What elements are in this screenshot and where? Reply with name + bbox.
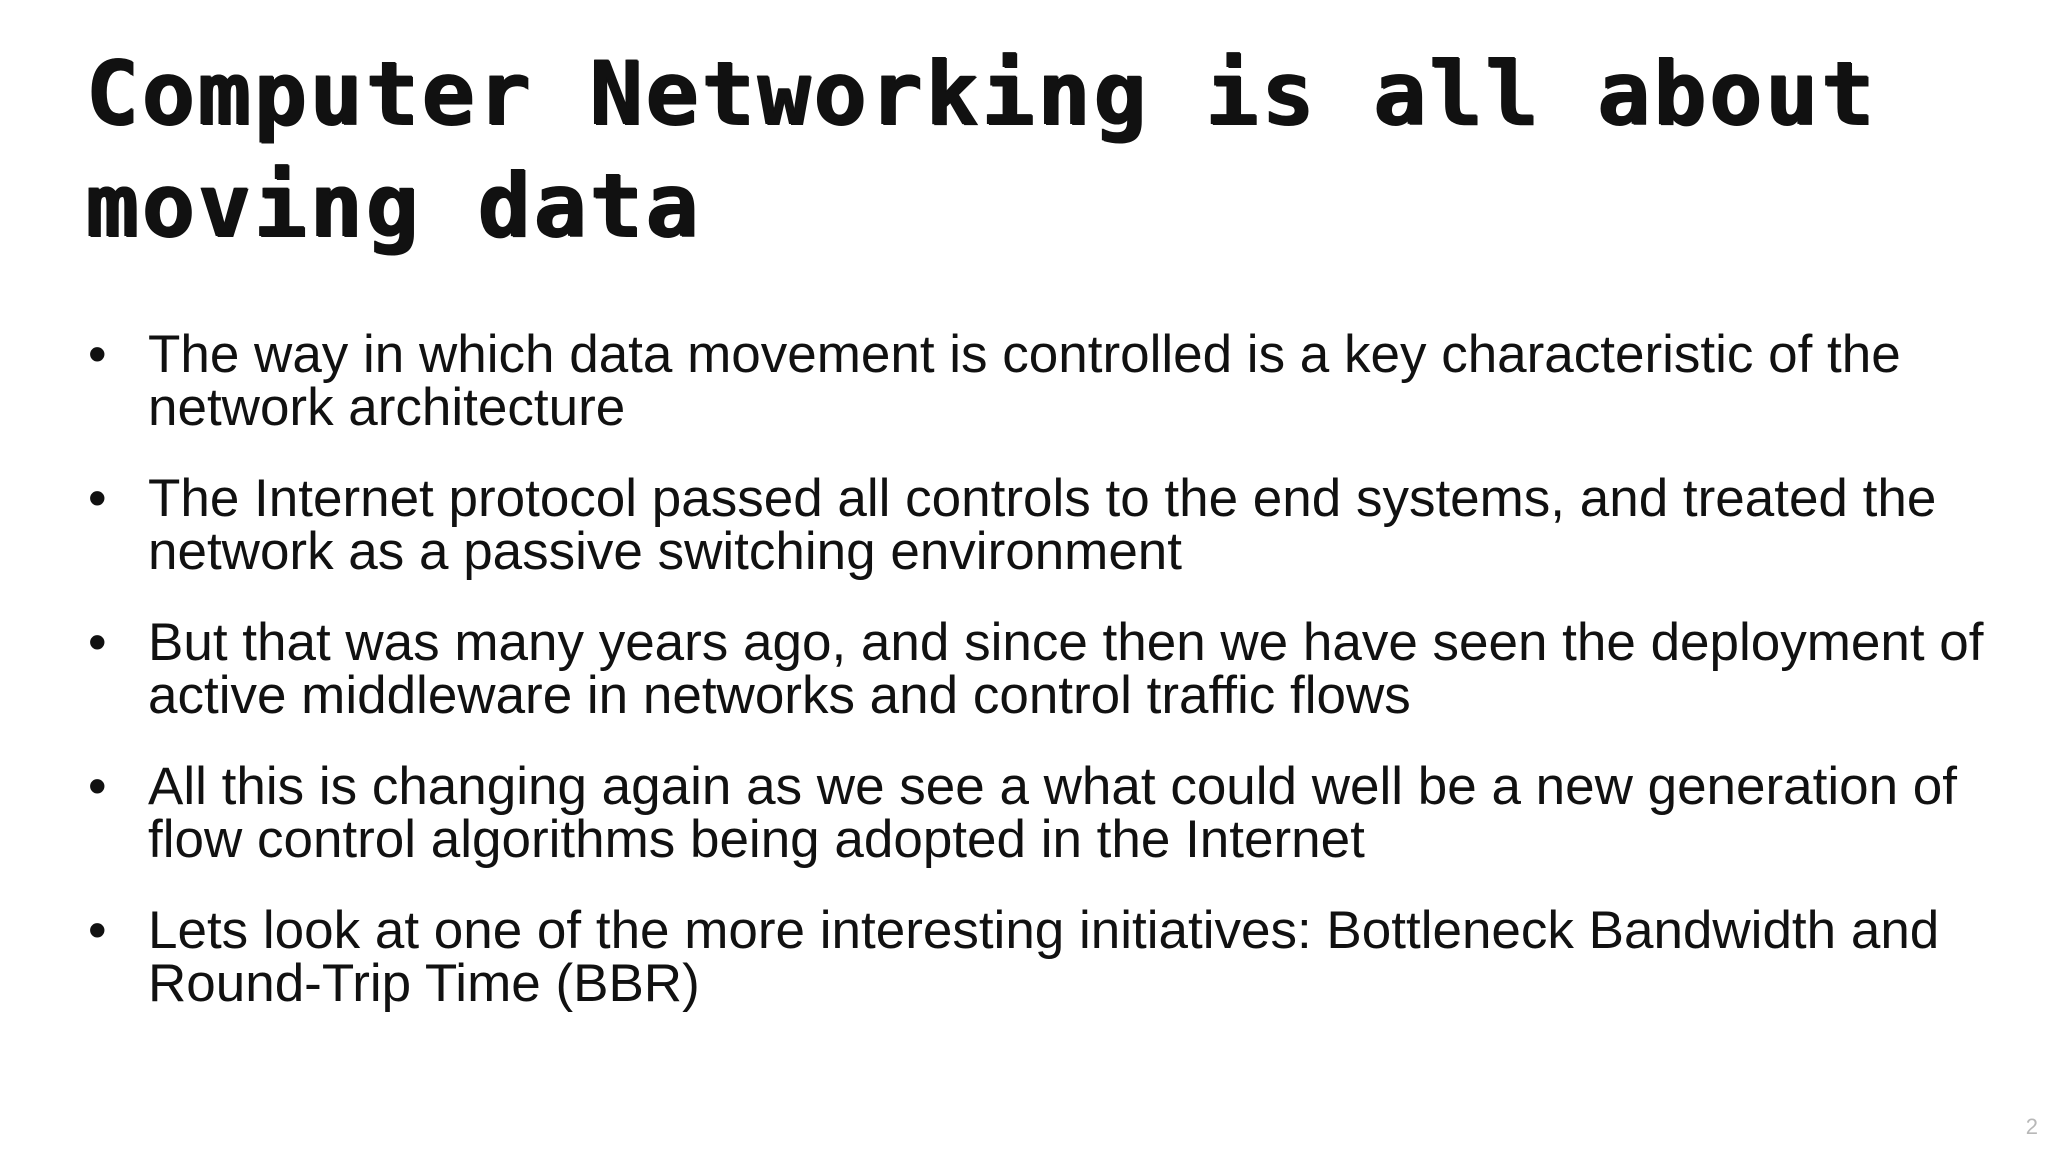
- bullet-item: [86, 901, 1986, 1013]
- bullet-marker: •: [88, 325, 107, 384]
- page-number: 2: [2025, 1114, 2038, 1139]
- bullet-marker: •: [88, 901, 107, 960]
- slide-title: Computer Networking is all about moving data: [86, 42, 1878, 257]
- bullet-marker: •: [88, 469, 107, 528]
- bullet-item: [86, 469, 1986, 581]
- bullet-item: [86, 757, 1986, 869]
- bullet-marker: •: [88, 757, 107, 816]
- bullet-text: All this is changing again as we see a what could well be a new generation of flow control algorithms being adopted in the Internet: [148, 757, 1958, 869]
- bullet-item: [86, 613, 1986, 725]
- bullet-list: [86, 325, 1986, 1048]
- bullet-marker: •: [88, 613, 107, 672]
- bullet-text: But that was many years ago, and since then we have seen the deployment of active middleware in networks and control traffic flows: [148, 613, 1984, 725]
- bullet-text: The way in which data movement is controlled is a key characteristic of the network architecture: [148, 325, 1901, 437]
- bullet-text: The Internet protocol passed all controls to the end systems, and treated the network as a passive switching environment: [148, 469, 1937, 581]
- bullet-item: [86, 325, 1986, 437]
- bullet-text: Lets look at one of the more interesting initiatives: Bottleneck Bandwidth and Round-Trip Time (BBR): [148, 901, 1940, 1013]
